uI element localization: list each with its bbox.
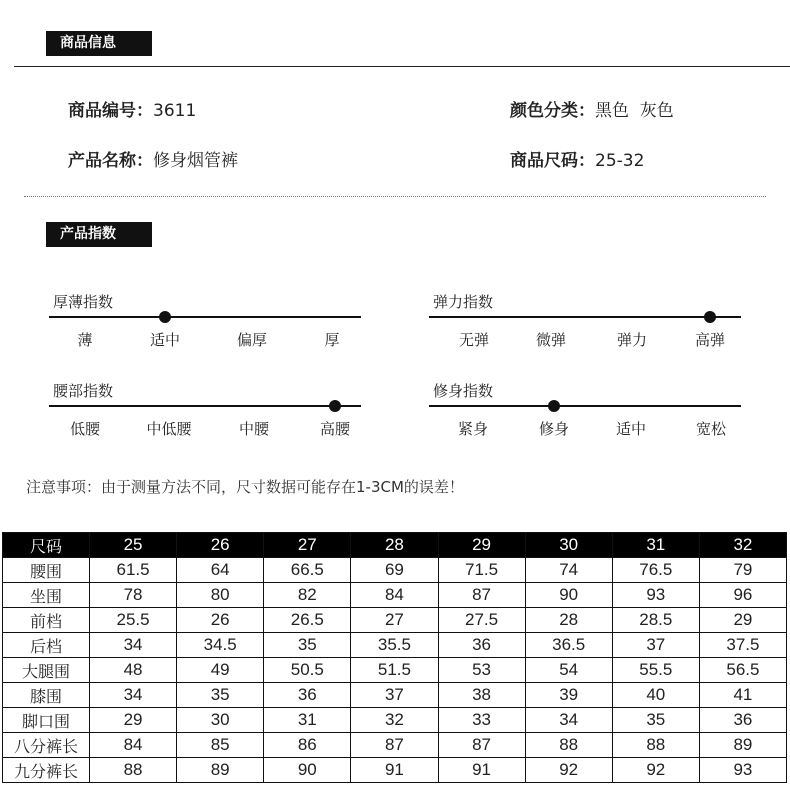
index-option: 厚: [324, 331, 340, 349]
table-row: [3, 683, 787, 708]
table-cell: 36: [699, 708, 786, 733]
table-row: [3, 608, 787, 633]
index-option: 低腰: [69, 420, 100, 438]
index-title: 厚薄指数: [53, 293, 114, 311]
table-cell: 89: [177, 758, 264, 783]
table-cell: 34: [525, 708, 612, 733]
table-cell: 26: [177, 608, 264, 633]
table-row: [3, 758, 787, 783]
index-title: 修身指数: [433, 382, 494, 400]
table-cell: 35: [264, 633, 351, 658]
index-waist: [49, 380, 361, 440]
table-cell: 37.5: [699, 633, 786, 658]
table-cell: 93: [612, 583, 699, 608]
table-cell: 34.5: [177, 633, 264, 658]
size-header-cell: 28: [351, 533, 438, 558]
table-cell: 96: [699, 583, 786, 608]
table-cell: 55.5: [612, 658, 699, 683]
index-option: 适中: [149, 331, 180, 349]
table-row: [3, 733, 787, 758]
table-cell: 51.5: [351, 658, 438, 683]
product-color-value: 黑色 灰色: [595, 101, 674, 121]
table-cell: 87: [438, 733, 525, 758]
table-cell: 29: [90, 708, 177, 733]
table-cell: 54: [525, 658, 612, 683]
table-cell: 82: [264, 583, 351, 608]
size-header-cell: 32: [699, 533, 786, 558]
index-option: 弹力: [616, 331, 647, 349]
product-size: [510, 146, 644, 171]
table-cell: 78: [90, 583, 177, 608]
product-code-value: 3611: [153, 101, 197, 121]
table-cell: 69: [351, 558, 438, 583]
table-cell: 37: [612, 633, 699, 658]
index-track: [49, 316, 361, 318]
table-cell: 88: [90, 758, 177, 783]
table-row: [3, 708, 787, 733]
table-cell: 85: [177, 733, 264, 758]
table-cell: 35: [177, 683, 264, 708]
table-cell: 39: [525, 683, 612, 708]
table-cell: 93: [699, 758, 786, 783]
size-header-cell: 26: [177, 533, 264, 558]
table-cell: 89: [699, 733, 786, 758]
table-row: [3, 658, 787, 683]
table-cell: 71.5: [438, 558, 525, 583]
index-marker: [329, 400, 341, 412]
table-cell: 61.5: [90, 558, 177, 583]
product-index-tag: 产品指数: [46, 222, 152, 247]
index-thickness: [49, 291, 361, 351]
table-cell: 27: [351, 608, 438, 633]
table-cell: 35: [612, 708, 699, 733]
index-elasticity: [429, 291, 741, 351]
product-size-value: 25-32: [595, 151, 645, 171]
table-cell: 53: [438, 658, 525, 683]
measurement-note: 注意事项：由于测量方法不同，尺寸数据可能存在1-3CM的误差！: [26, 478, 464, 496]
index-option: 薄: [77, 331, 93, 349]
info-dotted-divider: [24, 196, 766, 197]
size-header-cell: 31: [612, 533, 699, 558]
index-marker: [548, 400, 560, 412]
table-cell: 91: [438, 758, 525, 783]
table-cell: 80: [177, 583, 264, 608]
row-label: 腰围: [3, 558, 90, 583]
table-cell: 86: [264, 733, 351, 758]
table-cell: 76.5: [612, 558, 699, 583]
row-label: 后档: [3, 633, 90, 658]
table-cell: 41: [699, 683, 786, 708]
table-cell: 48: [90, 658, 177, 683]
table-cell: 88: [612, 733, 699, 758]
index-track: [429, 316, 741, 318]
table-cell: 25.5: [90, 608, 177, 633]
product-color-label: 颜色分类：: [510, 101, 595, 121]
product-name: [68, 146, 238, 171]
product-color: [510, 96, 674, 121]
size-table: [2, 532, 787, 783]
table-cell: 33: [438, 708, 525, 733]
table-cell: 84: [90, 733, 177, 758]
index-option: 微弹: [535, 331, 566, 349]
row-label: 前档: [3, 608, 90, 633]
table-cell: 90: [264, 758, 351, 783]
index-option: 中低腰: [146, 420, 192, 438]
table-cell: 90: [525, 583, 612, 608]
table-cell: 34: [90, 633, 177, 658]
product-name-label: 产品名称：: [68, 151, 153, 171]
table-row: [3, 633, 787, 658]
product-name-value: 修身烟管裤: [153, 151, 238, 171]
table-cell: 66.5: [264, 558, 351, 583]
index-option: 高腰: [319, 420, 350, 438]
size-header-cell: 30: [525, 533, 612, 558]
table-row: [3, 583, 787, 608]
product-info-divider: [14, 66, 790, 67]
product-info-tag: 商品信息: [46, 31, 152, 56]
row-label: 八分裤长: [3, 733, 90, 758]
table-cell: 64: [177, 558, 264, 583]
table-cell: 92: [612, 758, 699, 783]
size-header-label: 尺码: [3, 533, 90, 558]
table-cell: 91: [351, 758, 438, 783]
table-cell: 37: [351, 683, 438, 708]
product-size-label: 商品尺码：: [510, 151, 595, 171]
size-table-header: [3, 533, 787, 558]
product-code: [68, 96, 196, 121]
index-option: 偏厚: [236, 331, 267, 349]
table-cell: 49: [177, 658, 264, 683]
table-cell: 38: [438, 683, 525, 708]
table-cell: 88: [525, 733, 612, 758]
index-title: 腰部指数: [53, 382, 114, 400]
row-label: 脚口围: [3, 708, 90, 733]
table-cell: 28: [525, 608, 612, 633]
index-option: 无弹: [458, 331, 489, 349]
index-option: 高弹: [694, 331, 725, 349]
row-label: 膝围: [3, 683, 90, 708]
index-option: 适中: [615, 420, 646, 438]
table-cell: 36: [264, 683, 351, 708]
table-cell: 27.5: [438, 608, 525, 633]
index-option: 修身: [538, 420, 569, 438]
size-header-cell: 25: [90, 533, 177, 558]
table-cell: 87: [351, 733, 438, 758]
table-cell: 36: [438, 633, 525, 658]
index-fit: [429, 380, 741, 440]
index-option: 紧身: [457, 420, 488, 438]
index-option: 宽松: [695, 420, 726, 438]
table-cell: 50.5: [264, 658, 351, 683]
index-track: [49, 405, 361, 407]
size-header-cell: 29: [438, 533, 525, 558]
table-cell: 56.5: [699, 658, 786, 683]
row-label: 坐围: [3, 583, 90, 608]
table-cell: 74: [525, 558, 612, 583]
table-cell: 29: [699, 608, 786, 633]
table-cell: 34: [90, 683, 177, 708]
table-cell: 35.5: [351, 633, 438, 658]
table-cell: 28.5: [612, 608, 699, 633]
size-header-cell: 27: [264, 533, 351, 558]
row-label: 大腿围: [3, 658, 90, 683]
index-track: [429, 405, 741, 407]
table-cell: 30: [177, 708, 264, 733]
index-marker: [159, 311, 171, 323]
table-cell: 36.5: [525, 633, 612, 658]
table-cell: 84: [351, 583, 438, 608]
table-cell: 32: [351, 708, 438, 733]
table-cell: 79: [699, 558, 786, 583]
table-row: [3, 558, 787, 583]
index-title: 弹力指数: [433, 293, 494, 311]
table-cell: 92: [525, 758, 612, 783]
index-marker: [704, 311, 716, 323]
table-cell: 40: [612, 683, 699, 708]
index-option: 中腰: [238, 420, 269, 438]
table-cell: 31: [264, 708, 351, 733]
table-cell: 87: [438, 583, 525, 608]
product-code-label: 商品编号：: [68, 101, 153, 121]
table-cell: 26.5: [264, 608, 351, 633]
row-label: 九分裤长: [3, 758, 90, 783]
